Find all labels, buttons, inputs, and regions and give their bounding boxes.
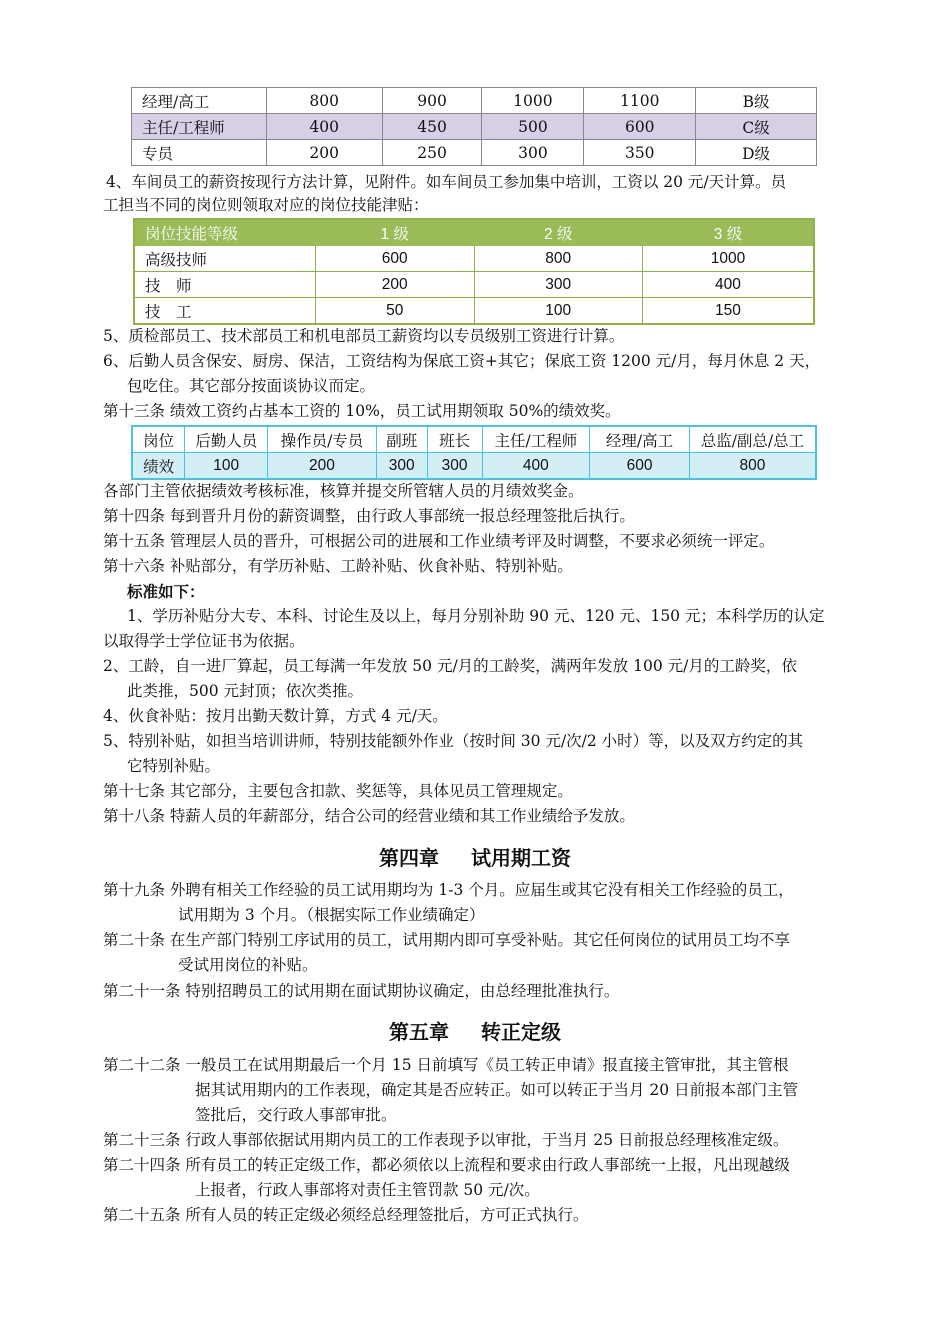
table-header-row bbox=[132, 426, 816, 453]
table-row bbox=[132, 88, 817, 114]
table-header-cell: 经理/高工 bbox=[590, 426, 690, 453]
table-cell: B级 bbox=[696, 88, 817, 114]
article-19-line2: 试用期为 3 个月。（根据实际工作业绩确定） bbox=[178, 906, 485, 924]
table-cell: 200 bbox=[266, 140, 382, 166]
table-header-cell: 3 级 bbox=[642, 219, 814, 246]
table-cell: 200 bbox=[268, 453, 377, 480]
table-header-cell: 1 级 bbox=[315, 219, 474, 246]
table-cell: C级 bbox=[696, 114, 817, 140]
article-14: 第十四条 每到晋升月份的薪资调整，由行政人事部统一报总经理签批后执行。 bbox=[103, 507, 635, 525]
table-cell: 600 bbox=[590, 453, 690, 480]
table-cell: 100 bbox=[185, 453, 268, 480]
article-22-line2: 据其试用期内的工作表现，确定其是否应转正。如可以转正于当月 20 日前报本部门主管 bbox=[195, 1081, 799, 1099]
table-cell: 600 bbox=[584, 114, 696, 140]
table-cell: D级 bbox=[696, 140, 817, 166]
table-row bbox=[132, 140, 817, 166]
table-cell: 450 bbox=[382, 114, 482, 140]
table-cell: 主任/工程师 bbox=[132, 114, 267, 140]
standard-5-line1: 5、特别补贴，如担当培训讲师，特别技能额外作业（按时间 30 元/次/2 小时）等，以及双方约定的其 bbox=[103, 732, 804, 750]
article-20-line1: 第二十条 在生产部门特别工序试用的员工，试用期内即可享受补贴。其它任何岗位的试用员工均不享 bbox=[103, 931, 790, 949]
table-cell: 200 bbox=[315, 272, 474, 298]
chapter-5-heading bbox=[0, 1016, 950, 1045]
paragraph-5: 5、质检部员工、技术部员工和机电部员工薪资均以专员级别工资进行计算。 bbox=[103, 327, 625, 345]
paragraph-4-line2: 工担当不同的岗位则领取对应的岗位技能津贴： bbox=[103, 196, 429, 214]
standard-1-line1: 1、学历补贴分大专、本科、讨论生及以上，每月分别补助 90 元、120 元、150 元；本科学历的认定 bbox=[127, 607, 825, 625]
table-cell: 经理/高工 bbox=[132, 88, 267, 114]
table-cell: 1100 bbox=[584, 88, 696, 114]
table-row bbox=[134, 272, 814, 298]
paragraph-6-line1: 6、后勤人员含保安、厨房、保洁，工资结构为保底工资+其它；保底工资 1200 元/月，每月休息 2 天， bbox=[103, 352, 821, 370]
table-header-cell: 主任/工程师 bbox=[482, 426, 590, 453]
chapter-4-number: 第四章 bbox=[379, 846, 439, 870]
article-22-line3: 签批后，交行政人事部审批。 bbox=[195, 1106, 397, 1124]
table-cell: 150 bbox=[642, 298, 814, 325]
table-header-cell: 总监/副总/总工 bbox=[689, 426, 816, 453]
table-header-cell: 后勤人员 bbox=[185, 426, 268, 453]
table-cell: 400 bbox=[642, 272, 814, 298]
paragraph-6-line2: 包吃住。其它部分按面谈协议而定。 bbox=[127, 377, 376, 395]
table-cell: 900 bbox=[382, 88, 482, 114]
table-cell: 技 工 bbox=[134, 298, 315, 325]
chapter-4-heading bbox=[0, 842, 950, 871]
standard-1-line2: 以取得学士学位证书为依据。 bbox=[103, 632, 305, 650]
table-cell: 250 bbox=[382, 140, 482, 166]
grade-salary-table bbox=[131, 87, 817, 166]
table-header-cell: 2 级 bbox=[474, 219, 642, 246]
article-19-line1: 第十九条 外聘有相关工作经验的员工试用期均为 1-3 个月。应届生或其它没有相关工作经验的员工， bbox=[103, 881, 794, 899]
article-17: 第十七条 其它部分，主要包含扣款、奖惩等，具体见员工管理规定。 bbox=[103, 782, 573, 800]
article-25: 第二十五条 所有人员的转正定级必须经总经理签批后，方可正式执行。 bbox=[103, 1206, 589, 1224]
table-cell: 技 师 bbox=[134, 272, 315, 298]
table-cell: 300 bbox=[474, 272, 642, 298]
table-cell: 400 bbox=[482, 453, 590, 480]
chapter-5-number: 第五章 bbox=[389, 1020, 449, 1044]
table-cell: 1000 bbox=[482, 88, 584, 114]
table-cell: 300 bbox=[376, 453, 427, 480]
table-cell: 300 bbox=[427, 453, 482, 480]
article-20-line2: 受试用岗位的补贴。 bbox=[178, 956, 318, 974]
table-cell: 350 bbox=[584, 140, 696, 166]
table-cell: 专员 bbox=[132, 140, 267, 166]
table-cell: 600 bbox=[315, 246, 474, 272]
table-cell: 400 bbox=[266, 114, 382, 140]
table-cell: 1000 bbox=[642, 246, 814, 272]
standard-5-line2: 它特别补贴。 bbox=[127, 757, 221, 775]
table-cell: 300 bbox=[482, 140, 584, 166]
table-cell: 高级技师 bbox=[134, 246, 315, 272]
paragraph-4-line1: 4、车间员工的薪资按现行方法计算，见附件。如车间员工参加集中培训，工资以 20 元/天计算。员 bbox=[106, 173, 787, 191]
standard-4: 4、伙食补贴：按月出勤天数计算，方式 4 元/天。 bbox=[103, 707, 448, 725]
chapter-4-title: 试用期工资 bbox=[471, 846, 571, 870]
table-row bbox=[134, 298, 814, 325]
table-header-row bbox=[134, 219, 814, 246]
article-13-note: 各部门主管依据绩效考核标准，核算并提交所管辖人员的月绩效奖金。 bbox=[103, 482, 584, 500]
table-header-cell: 班长 bbox=[427, 426, 482, 453]
table-cell: 800 bbox=[474, 246, 642, 272]
table-cell: 800 bbox=[266, 88, 382, 114]
article-24-line2: 上报者，行政人事部将对责任主管罚款 50 元/次。 bbox=[195, 1181, 540, 1199]
table-header-cell: 岗位 bbox=[132, 426, 185, 453]
article-24-line1: 第二十四条 所有员工的转正定级工作，都必须依以上流程和要求由行政人事部统一上报，凡出现越级 bbox=[103, 1156, 790, 1174]
article-21: 第二十一条 特别招聘员工的试用期在面试期协议确定，由总经理批准执行。 bbox=[103, 982, 620, 1000]
table-cell: 100 bbox=[474, 298, 642, 325]
standards-title: 标准如下： bbox=[127, 582, 205, 601]
skill-allowance-table bbox=[133, 218, 815, 325]
article-18: 第十八条 特薪人员的年薪部分，结合公司的经营业绩和其工作业绩给予发放。 bbox=[103, 807, 635, 825]
article-13: 第十三条 绩效工资约占基本工资的 10%，员工试用期领取 50%的绩效奖。 bbox=[103, 402, 621, 420]
article-15: 第十五条 管理层人员的晋升，可根据公司的进展和工作业绩考评及时调整，不要求必须统一评定。 bbox=[103, 532, 775, 550]
performance-pay-table bbox=[131, 425, 817, 480]
article-16: 第十六条 补贴部分，有学历补贴、工龄补贴、伙食补贴、特别补贴。 bbox=[103, 557, 573, 575]
table-cell: 50 bbox=[315, 298, 474, 325]
table-cell: 绩效 bbox=[132, 453, 185, 480]
chapter-5-title: 转正定级 bbox=[481, 1020, 561, 1044]
article-23: 第二十三条 行政人事部依据试用期内员工的工作表现予以审批，于当月 25 日前报总经理核准定级。 bbox=[103, 1131, 789, 1149]
table-cell: 500 bbox=[482, 114, 584, 140]
table-row bbox=[134, 246, 814, 272]
table-cell: 800 bbox=[689, 453, 816, 480]
table-header-cell: 副班 bbox=[376, 426, 427, 453]
table-row bbox=[132, 453, 816, 480]
standard-2-line1: 2、工龄，自一进厂算起，员工每满一年发放 50 元/月的工龄奖，满两年发放 100 元/月的工龄奖，依 bbox=[103, 657, 797, 675]
table-header-cell: 岗位技能等级 bbox=[134, 219, 315, 246]
article-22-line1: 第二十二条 一般员工在试用期最后一个月 15 日前填写《员工转正申请》报直接主管审批，其主管根 bbox=[103, 1056, 789, 1074]
table-header-cell: 操作员/专员 bbox=[268, 426, 377, 453]
table-row bbox=[132, 114, 817, 140]
standard-2-line2: 此类推，500 元封顶；依次类推。 bbox=[127, 682, 364, 700]
